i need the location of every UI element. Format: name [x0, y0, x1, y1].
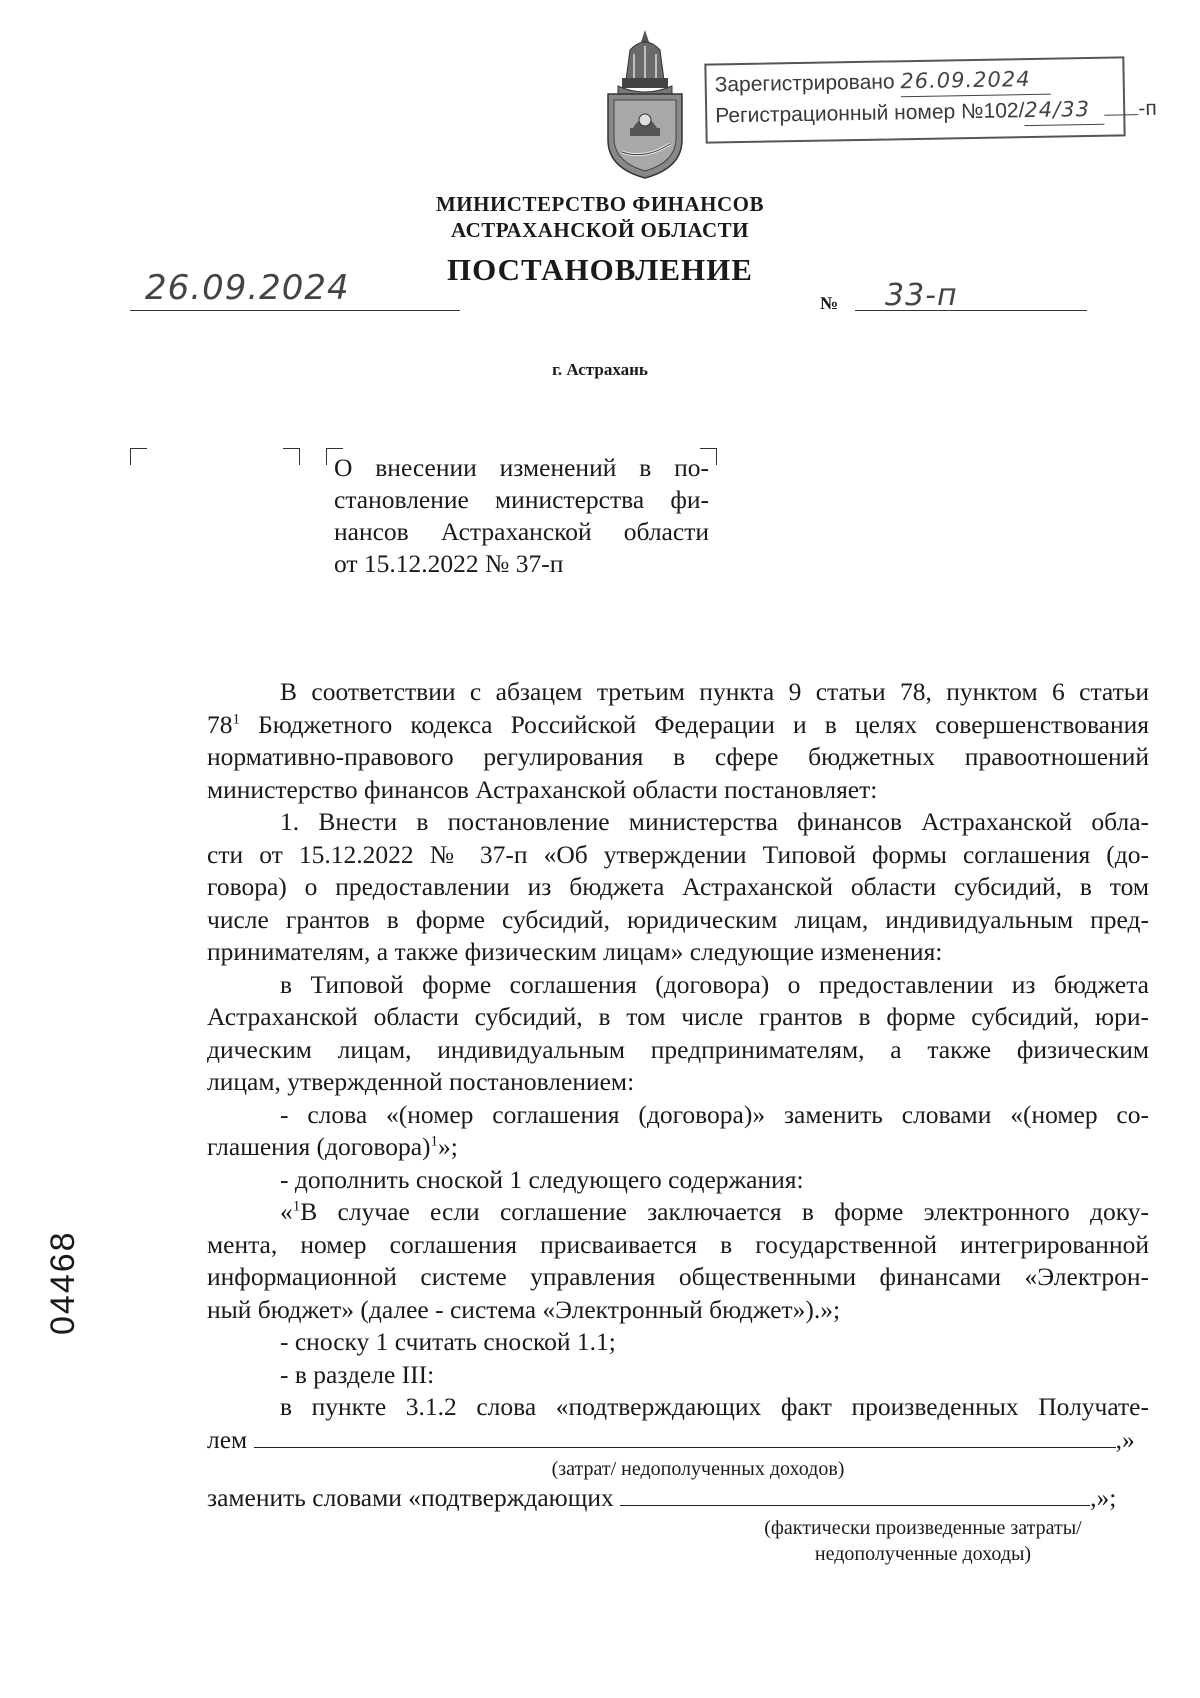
body-line: Астраханской области субсидий, в том числе грантов в форме субсидий, юри- — [207, 1002, 1149, 1031]
body-line: министерство финансов Астраханской области постановляет: — [207, 774, 878, 804]
blank-fill-line — [254, 1427, 1116, 1448]
document-number: 33-п — [885, 278, 958, 313]
field-caption: (затрат/ недополученных доходов) — [551, 1458, 845, 1480]
body-line: нормативно-правового регулирования в сфере бюджетных правоотношений — [207, 742, 1149, 771]
blank-fill-line — [620, 1485, 1090, 1506]
body-line: лем ,» — [207, 1424, 1135, 1454]
body-line: говора) о предоставлении из бюджета Астраханской области субсидий, в том — [207, 872, 1149, 901]
document-body — [207, 676, 1149, 1567]
side-serial-number: 04468 — [44, 1230, 82, 1335]
field-caption: недополученные доходы) — [814, 1542, 1032, 1565]
ministry-name-line1: МИНИСТЕРСТВО ФИНАНСОВ — [435, 192, 765, 216]
stamp-registered-label: Зарегистрировано — [714, 70, 895, 97]
subject-line: от 15.12.2022 № 37-п — [334, 549, 564, 578]
field-caption: (фактически произведенные затраты/ — [764, 1516, 1082, 1539]
body-line: - дополнить сноской 1 следующего содержания: — [280, 1164, 804, 1194]
stamp-reg-number-hand: 24/33 — [1024, 94, 1105, 126]
date-underline — [130, 310, 460, 311]
body-line: в пункте 3.1.2 слова «подтверждающих факт произведенных Получате- — [280, 1392, 1149, 1421]
coat-of-arms-emblem — [600, 28, 690, 180]
body-line: числе грантов в форме субсидий, юридическим лицам, индивидуальным пред- — [207, 904, 1149, 934]
bracket-corner-mid-right — [283, 448, 300, 465]
subject-line: нансов Астраханской области — [334, 517, 709, 546]
body-line: заменить словами «подтверждающих ,»; — [207, 1483, 1117, 1512]
body-line: глашения (договора)$^1$»; — [207, 1132, 458, 1161]
bracket-corner-left — [130, 448, 147, 465]
body-line: сти от 15.12.2022 № 37-п «Об утверждении Типовой формы соглашения (до- — [207, 839, 1149, 869]
body-line: мента, номер соглашения присваивается в государственной интегрированной — [207, 1229, 1149, 1259]
body-line: информационной системе управления общественными финансами «Электрон- — [207, 1262, 1149, 1291]
document-type-title: ПОСТАНОВЛЕНИЕ — [447, 252, 753, 287]
subject-line: О внесении изменений в по- — [334, 453, 709, 482]
document-date: 26.09.2024 — [145, 268, 350, 308]
body-line: ный бюджет» (далее - система «Электронный бюджет»).»; — [207, 1294, 841, 1324]
subject-line: становление министерства фи- — [334, 485, 709, 514]
city-name: г. Астрахань — [552, 360, 648, 379]
ministry-name-line2: АСТРАХАНСКОЙ ОБЛАСТИ — [450, 218, 750, 242]
body-line: - в разделе III: — [280, 1359, 435, 1389]
body-line: в Типовой форме соглашения (договора) о предоставлении из бюджета — [280, 969, 1149, 999]
number-label: № — [820, 293, 839, 313]
body-line: - сноску 1 считать сноской 1.1; — [280, 1327, 616, 1356]
stamp-registered-date: 26.09.2024 — [900, 64, 1051, 98]
document-subject — [334, 452, 709, 580]
body-line: $78^1$ Бюджетного кодекса Российской Федерации и в целях совершенствования — [207, 709, 1149, 739]
number-underline — [855, 310, 1087, 311]
stamp-reg-number-suffix: -п — [1138, 96, 1157, 121]
body-line: лицам, утвержденной постановлением: — [207, 1067, 635, 1096]
registration-stamp — [704, 56, 1157, 143]
stamp-reg-number-label: Регистрационный номер №102/ — [715, 99, 1025, 128]
body-line: - слова «(номер соглашения (договора)» заменить словами «(номер со- — [280, 1099, 1149, 1129]
body-line: дическим лицам, индивидуальным предпринимателям, а также физическим — [207, 1034, 1149, 1064]
body-line: В соответствии с абзацем третьим пункта 9 статьи 78, пунктом 6 статьи — [280, 677, 1149, 706]
body-line: принимателям, а также физическим лицам» следующие изменения: — [207, 937, 943, 966]
body-line: «$^1$В случае если соглашение заключается в форме электронного доку- — [280, 1197, 1149, 1226]
body-line: 1. Внести в постановление министерства финансов Астраханской обла- — [280, 807, 1149, 836]
